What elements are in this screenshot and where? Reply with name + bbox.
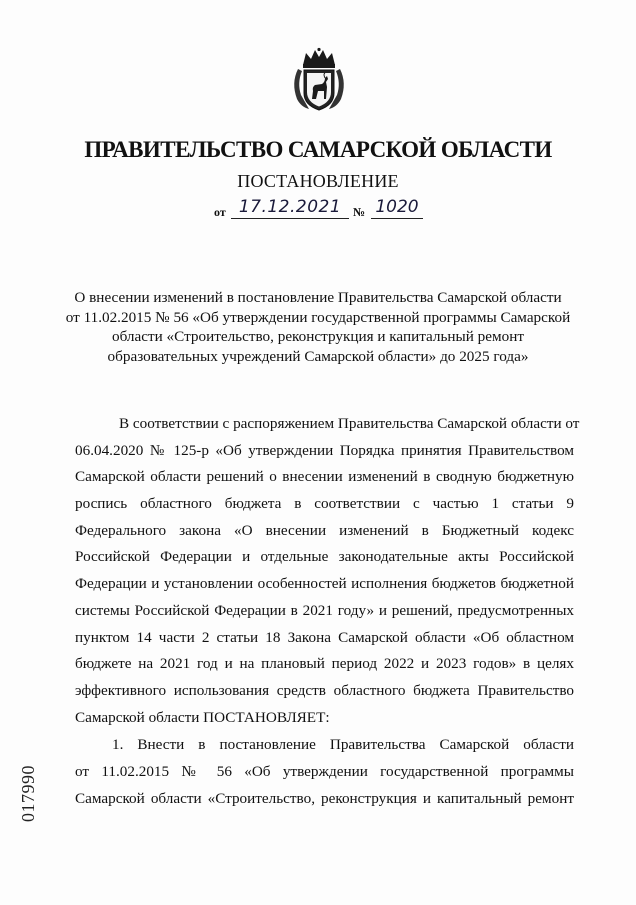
body-line: роспись областного бюджета в соответствии с частью 1 статьи 9 <box>75 495 574 513</box>
subject-line: О внесении изменений в постановление Правительства Самарской области <box>74 289 562 306</box>
body-line: Российской Федерации и отдельные законодательные акты Российской <box>75 548 574 566</box>
date-label: от <box>214 205 226 219</box>
body-line: от 11.02.2015 № 56 «Об утверждении государственной программы <box>75 762 574 780</box>
coat-of-arms-icon <box>289 47 349 113</box>
date-underline <box>231 218 349 219</box>
margin-registration-stamp: 017990 <box>18 765 38 822</box>
body-line: 06.04.2020 № 125-р «Об утверждении Порядка принятия Правительством <box>75 441 574 459</box>
body-line: эффективного использования средств областного бюджета Правительство <box>75 681 574 699</box>
number-label: № <box>353 205 366 219</box>
subject-line: от 11.02.2015 № 56 «Об утверждении государственной программы Самарской <box>65 308 571 326</box>
body-line: В соответствии с распоряжением Правительства Самарской области от <box>119 415 580 432</box>
document-body <box>75 411 580 812</box>
document-date-number-line <box>214 196 424 222</box>
body-line: Самарской области «Строительство, реконструкция и капитальный ремонт <box>75 789 574 807</box>
document-subject <box>60 288 576 366</box>
number-underline <box>371 218 423 219</box>
body-line: системы Российской Федерации в 2021 году» и решений, предусмотренных <box>75 601 574 619</box>
handwritten-date: 17.12.2021 <box>238 197 342 217</box>
body-line: бюджете на 2021 год и на плановый период 2022 и 2023 годов» в целях <box>75 655 574 673</box>
handwritten-number: 1020 <box>375 197 419 217</box>
body-line: Федерального закона «О внесении изменений в Бюджетный кодекс <box>75 521 574 539</box>
document-type-heading: ПОСТАНОВЛЕНИЕ <box>237 171 399 191</box>
body-line: пунктом 14 части 2 статьи 18 Закона Самарской области «Об областном <box>75 628 574 646</box>
body-line: Самарской области решений о внесении изменений в сводную бюджетную <box>75 468 574 486</box>
government-title: ПРАВИТЕЛЬСТВО САМАРСКОЙ ОБЛАСТИ <box>84 137 552 162</box>
subject-line: области «Строительство, реконструкция и капитальный ремонт <box>111 328 524 345</box>
body-line: 1. Внести в постановление Правительства Самарской области <box>112 736 574 754</box>
body-line: Самарской области ПОСТАНОВЛЯЕТ: <box>75 708 330 726</box>
subject-line: образовательных учреждений Самарской области» до 2025 года» <box>107 347 529 365</box>
body-line: Федерации и установлении особенностей исполнения бюджетов бюджетной <box>75 575 574 593</box>
